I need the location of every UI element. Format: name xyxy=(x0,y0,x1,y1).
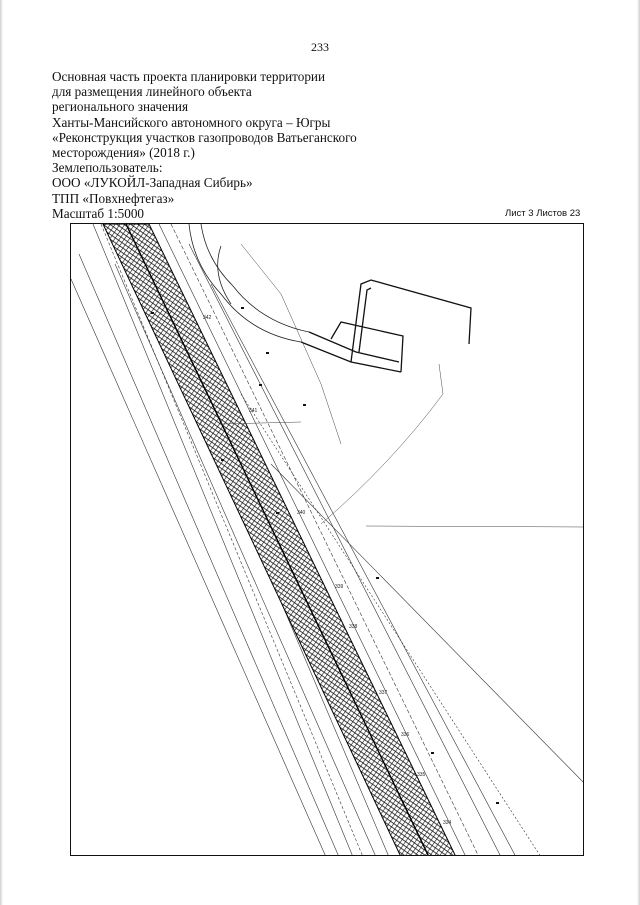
header-line-title-2: для размещения линейного объекта xyxy=(52,84,252,100)
kp-label-341: 341 xyxy=(249,408,258,414)
corridor-lines-left xyxy=(71,224,389,856)
header-line-division: ТПП «Повхнефтегаз» xyxy=(52,190,175,206)
planning-map-drawing xyxy=(71,224,584,856)
kp-label-340: 340 xyxy=(297,510,306,516)
header-line-title-3: регионального значения xyxy=(52,99,189,115)
sheet-label: Лист 3 Листов 23 xyxy=(505,208,581,219)
page-number: 233 xyxy=(311,40,329,54)
scan-edge-left xyxy=(0,0,3,905)
document-header xyxy=(52,69,382,221)
header-line-land-user-label: Землепользователь: xyxy=(52,160,163,176)
kp-label-342: 342 xyxy=(203,315,212,321)
pipeline-axis xyxy=(126,224,429,856)
kp-label-336: 336 xyxy=(401,732,410,738)
kp-label-334: 334 xyxy=(443,820,452,826)
header-line-title-1: Основная часть проекта планировки территории xyxy=(52,69,326,84)
kp-label-339: 339 xyxy=(335,584,344,590)
kp-label-338: 338 xyxy=(349,624,358,630)
header-line-company: ООО «ЛУКОЙЛ-Западная Сибирь» xyxy=(52,175,253,191)
header-line-project-1: «Реконструкция участков газопроводов Ватьеганского xyxy=(52,129,357,145)
header-line-project-2: месторождения» (2018 г.) xyxy=(52,145,195,161)
access-road xyxy=(189,224,309,342)
pad-facility-outline xyxy=(301,280,471,372)
kp-label-335: 335 xyxy=(417,772,426,778)
kp-label-337: 337 xyxy=(379,690,388,696)
pipeline-right-of-way xyxy=(103,224,456,856)
planning-map xyxy=(70,223,584,856)
header-line-scale: Масштаб 1:5000 xyxy=(52,205,145,221)
header-line-region: Ханты-Мансийского автономного округа – Югры xyxy=(52,114,331,130)
